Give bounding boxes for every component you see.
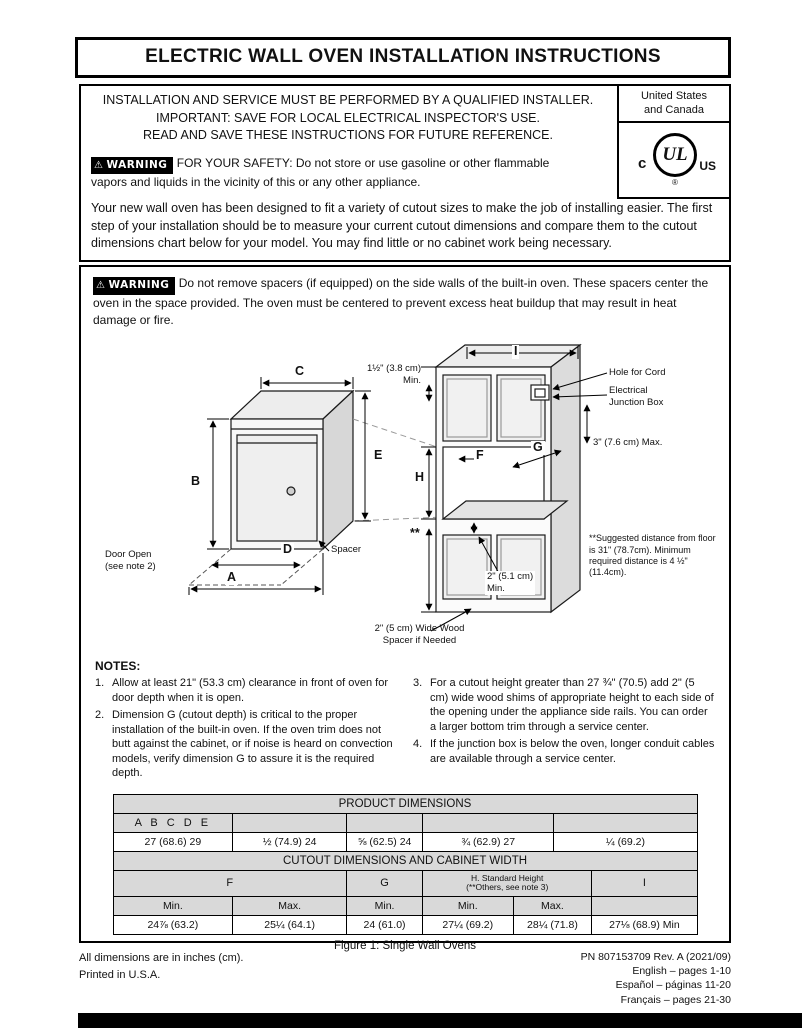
note-item [95, 708, 397, 781]
notice-line-2: IMPORTANT: SAVE FOR LOCAL ELECTRICAL INSPECTOR'S USE. [156, 110, 540, 125]
page-title: ELECTRIC WALL OVEN INSTALLATION INSTRUCTIONS [75, 37, 731, 78]
cutout-group-h-line-1: H. Standard Height [471, 872, 544, 883]
min-2in-label [485, 571, 535, 595]
cutout-value-cell: 27⅛ (68.9) Min [592, 915, 697, 934]
note-text: Allow at least 21" (53.3 cm) clearance in front of oven for door depth when it is open. [112, 677, 388, 704]
minmax-cell [592, 896, 697, 915]
note-item [413, 676, 715, 734]
warning-badge [93, 277, 175, 295]
region-line-1: United States [640, 90, 708, 102]
hole-for-cord-label: Hole for Cord [609, 367, 666, 379]
max-3in-label: 3" (7.6 cm) Max. [593, 437, 663, 449]
note-number: 4. [413, 738, 423, 751]
figure-caption: Figure 1: Single Wall Ovens [333, 939, 477, 952]
page-footer [79, 950, 731, 1007]
dim-letter-d: D [283, 542, 293, 557]
warning-badge-label: WARNING [108, 279, 170, 291]
warning-triangle-icon: ⚠ [96, 280, 106, 291]
note-text: For a cutout height greater than 27 ¾" (70.5) add 2" (5 cm) wide wood shims of appropriate height to each side of the opening under the appliance side rails. You can order a larger bottom trim through a service center. [430, 677, 714, 733]
suggested-distance-note: **Suggested distance from floor is 31" (78.7cm). Minimum required distance is 4 ½" (11.4cm). [589, 533, 716, 578]
notice-line-3: READ AND SAVE THESE INSTRUCTIONS FOR FUTURE REFERENCE. [142, 128, 553, 142]
footer-left [79, 950, 243, 1007]
cutout-value-cell: 27¼ (69.2) [423, 915, 514, 934]
product-value-cell: 27 (68.6) 29 [113, 832, 233, 851]
product-header-cell [423, 813, 554, 832]
note-text: If the junction box is below the oven, longer conduit cables are available through a service center. [430, 738, 715, 765]
junction-line-1: Electrical [609, 385, 648, 397]
cutout-group-f: F [113, 870, 347, 896]
intro-paragraph: Your new wall oven has been designed to fit a variety of cutout sizes to make the job of installing easier. The first step of your installation should be to measure your current cutout dimensions and compare them to the cutout dimensions chart below for your model. You may find little or no cabinet work being necessary. [91, 201, 713, 250]
cutout-group-h [423, 870, 592, 896]
cutout-value-cell: 24 (61.0) [347, 915, 423, 934]
double-star-marker: ** [410, 526, 420, 541]
door-open-label [105, 549, 195, 573]
ul-logo-icon: UL [653, 133, 697, 177]
warning-badge [91, 157, 173, 174]
note-item [95, 676, 397, 705]
footer-printed-note: Printed in U.S.A. [79, 969, 161, 982]
safety-warning [91, 155, 561, 191]
product-header-cell: A B C D E [113, 813, 233, 832]
minmax-cell: Min. [113, 896, 233, 915]
cutout-group-g: G [347, 870, 423, 896]
registered-symbol: ® [672, 177, 678, 187]
notice-line-1: INSTALLATION AND SERVICE MUST BE PERFORMED BY A QUALIFIED INSTALLER. [102, 93, 594, 107]
product-dimensions-table [113, 794, 698, 852]
junction-box-label [609, 385, 663, 409]
certification-region [619, 86, 729, 123]
product-value-cell: ⅝ (62.5) 24 [347, 832, 423, 851]
dimension-tables [113, 794, 698, 935]
spacer-warning-text: Do not remove spacers (if equipped) on the side walls of the built-in oven. These spacers center the oven in the space provided. The oven must be centered to prevent excess heat buildup that may result in heat damage or fire. [93, 276, 709, 327]
installation-diagram [91, 339, 719, 657]
notes-section [91, 659, 719, 784]
wood-spacer-line-2: Spacer if Needed [382, 635, 457, 647]
wood-spacer-line-1: 2" (5 cm) Wide Wood [374, 623, 465, 635]
product-table-title: PRODUCT DIMENSIONS [113, 794, 697, 813]
footer-lang-english: English – pages 1-10 [632, 965, 731, 978]
junction-line-2: Junction Box [609, 397, 664, 409]
warning-badge-label: WARNING [106, 158, 168, 171]
product-value-cell: ½ (74.9) 24 [233, 832, 347, 851]
wood-spacer-label [347, 623, 492, 647]
note-text: Dimension G (cutout depth) is critical to the proper installation of the built-in oven. If the oven trim does not butt against the cabinet, or if noise is heard on convection models, verify dimension G to assure it is the required depth. [112, 709, 393, 780]
product-header-cell [233, 813, 347, 832]
minmax-cell: Min. [347, 896, 423, 915]
footer-lang-spanish: Español – páginas 11-20 [615, 979, 731, 992]
note-item [413, 737, 715, 766]
minmax-cell: Min. [423, 896, 514, 915]
cutout-value-cell: 28¼ (71.8) [513, 915, 592, 934]
cutout-group-h-line-2: (**Others, see note 3) [466, 882, 549, 893]
header-notice-lines [91, 92, 605, 145]
header-section [79, 84, 731, 262]
notes-column-right [413, 676, 715, 784]
notes-heading: NOTES: [95, 659, 141, 674]
min-top-clearance-label [335, 363, 421, 387]
notes-columns [95, 676, 715, 784]
footer-dimensions-note: All dimensions are in inches (cm). [79, 952, 244, 964]
ul-mark-c: c [638, 154, 647, 172]
spacer-warning [91, 275, 719, 329]
dim-letter-a: A [227, 570, 237, 585]
note-number: 2. [95, 709, 105, 722]
door-open-line-2: (see note 2) [105, 561, 156, 573]
min-top-line-2: Min. [403, 375, 421, 387]
dim-letter-c: C [295, 364, 305, 379]
footer-part-number: PN 807153709 Rev. A (2021/09) [580, 951, 731, 963]
safety-text: FOR YOUR SAFETY: Do not store or use gasoline or other flammable vapors and liquids in the vicinity of this or any other appliance. [91, 155, 550, 189]
product-header-cell [347, 813, 423, 832]
cutout-group-i: I [592, 870, 697, 896]
certification-box [617, 84, 731, 199]
product-header-cell [554, 813, 697, 832]
cutout-value-cell: 25¼ (64.1) [233, 915, 347, 934]
cutout-dimensions-table [113, 851, 698, 935]
minmax-cell: Max. [513, 896, 592, 915]
region-line-2: and Canada [644, 104, 704, 117]
product-value-cell: ¾ (62.9) 27 [423, 832, 554, 851]
min-2in-line-1: 2" (5.1 cm) [487, 571, 534, 583]
minmax-cell: Max. [233, 896, 347, 915]
dim-letter-i: I [514, 344, 518, 359]
main-section [79, 265, 731, 952]
dim-letter-g: G [533, 440, 543, 455]
min-2in-line-2: Min. [487, 583, 505, 595]
cutout-table-title: CUTOUT DIMENSIONS AND CABINET WIDTH [113, 851, 697, 870]
ul-mark-us: US [699, 158, 716, 173]
product-value-cell: ¼ (69.2) [554, 832, 697, 851]
notes-column-left [95, 676, 397, 784]
cutout-value-cell: 24⅞ (63.2) [113, 915, 233, 934]
ul-mark [619, 123, 729, 197]
dim-letter-e: E [374, 448, 383, 463]
header-main [91, 92, 605, 190]
dim-letter-b: B [191, 474, 201, 489]
note-number: 3. [413, 677, 423, 690]
dim-letter-h: H [415, 470, 425, 485]
spacer-label: Spacer [331, 544, 362, 556]
note-number: 1. [95, 677, 105, 690]
footer-lang-french: Français – pages 21-30 [620, 993, 731, 1006]
bottom-black-bar [78, 1013, 802, 1028]
dim-letter-f: F [476, 448, 484, 463]
min-top-line-1: 1½" (3.8 cm) [366, 363, 421, 375]
door-open-line-1: Door Open [105, 549, 152, 561]
warning-triangle-icon: ⚠ [94, 159, 104, 171]
footer-right [581, 950, 731, 1007]
